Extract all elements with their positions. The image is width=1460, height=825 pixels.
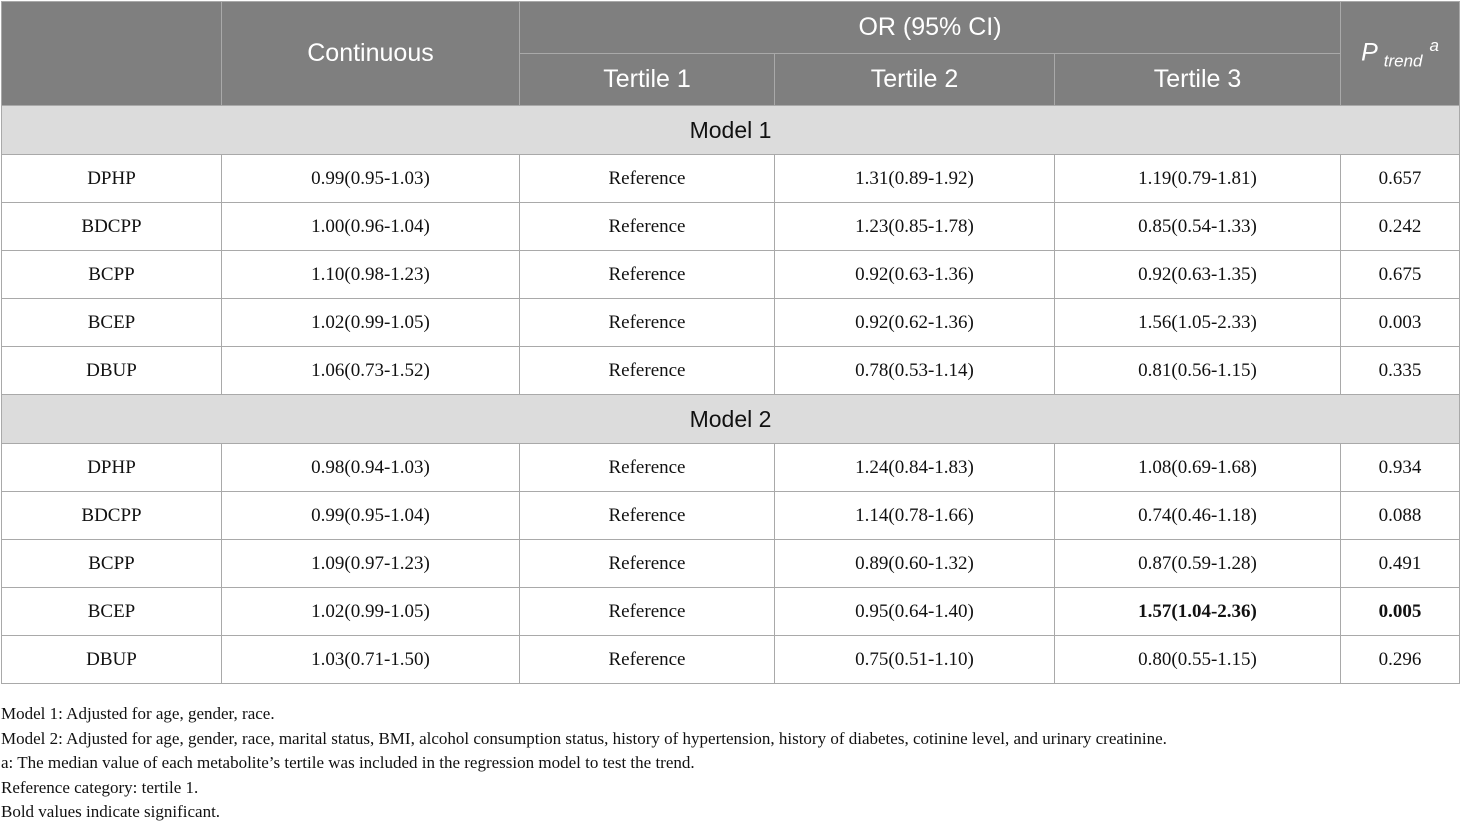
cell-p-trend: 0.242: [1341, 203, 1460, 251]
table-row: [2, 299, 1460, 347]
table-header: [2, 2, 1460, 106]
cell-tertile-1: Reference: [520, 347, 775, 395]
cell-continuous: 1.10(0.98-1.23): [222, 251, 520, 299]
results-table: [1, 1, 1460, 684]
cell-tertile-2: 0.92(0.63-1.36): [775, 251, 1055, 299]
cell-tertile-1: Reference: [520, 492, 775, 540]
table-row: [2, 492, 1460, 540]
cell-tertile-1: Reference: [520, 155, 775, 203]
table-footnotes: [1, 702, 1459, 825]
cell-tertile-2: 0.92(0.62-1.36): [775, 299, 1055, 347]
p-trend-sup: a: [1429, 35, 1439, 55]
cell-tertile-3: 1.19(0.79-1.81): [1055, 155, 1341, 203]
footnote-model-2: Model 2: Adjusted for age, gender, race, marital status, BMI, alcohol consumption status, history of hypertension, history of diabetes, cotinine level, and urinary creatinine.: [1, 728, 1167, 748]
cell-metabolite: BCPP: [2, 540, 222, 588]
section-row-model-2: [2, 395, 1460, 444]
cell-continuous: 1.03(0.71-1.50): [222, 636, 520, 684]
cell-continuous: 1.06(0.73-1.52): [222, 347, 520, 395]
cell-tertile-1: Reference: [520, 636, 775, 684]
cell-p-trend: 0.335: [1341, 347, 1460, 395]
header-tertile-2: Tertile 2: [775, 54, 1055, 106]
cell-continuous: 0.99(0.95-1.03): [222, 155, 520, 203]
cell-tertile-2: 0.89(0.60-1.32): [775, 540, 1055, 588]
footnote-trend: a: The median value of each metabolite’s tertile was included in the regression model to test the trend.: [1, 753, 695, 772]
cell-metabolite: BDCPP: [2, 492, 222, 540]
header-row-1: [2, 2, 1460, 54]
cell-p-trend: 0.296: [1341, 636, 1460, 684]
cell-tertile-3: 1.08(0.69-1.68): [1055, 444, 1341, 492]
cell-tertile-1: Reference: [520, 251, 775, 299]
cell-tertile-2: 1.23(0.85-1.78): [775, 203, 1055, 251]
table-row: [2, 588, 1460, 636]
cell-tertile-2: 0.78(0.53-1.14): [775, 347, 1055, 395]
cell-metabolite: DBUP: [2, 347, 222, 395]
cell-p-trend: 0.657: [1341, 155, 1460, 203]
table-row: [2, 251, 1460, 299]
cell-p-trend: 0.491: [1341, 540, 1460, 588]
header-p-trend: [1341, 2, 1460, 106]
table-row: [2, 347, 1460, 395]
p-trend-sub: trend: [1383, 51, 1423, 71]
table-row: [2, 540, 1460, 588]
cell-continuous: 0.99(0.95-1.04): [222, 492, 520, 540]
header-tertile-3: Tertile 3: [1055, 54, 1341, 106]
cell-tertile-1: Reference: [520, 299, 775, 347]
cell-tertile-1: Reference: [520, 444, 775, 492]
cell-tertile-2: 1.14(0.78-1.66): [775, 492, 1055, 540]
cell-tertile-2: 0.95(0.64-1.40): [775, 588, 1055, 636]
cell-metabolite: DPHP: [2, 444, 222, 492]
cell-tertile-3: 0.92(0.63-1.35): [1055, 251, 1341, 299]
cell-p-trend: 0.934: [1341, 444, 1460, 492]
cell-tertile-3: 0.85(0.54-1.33): [1055, 203, 1341, 251]
header-blank-cell: [2, 2, 222, 106]
cell-metabolite: DBUP: [2, 636, 222, 684]
cell-metabolite: BDCPP: [2, 203, 222, 251]
cell-tertile-3: 1.56(1.05-2.33): [1055, 299, 1341, 347]
cell-p-trend: 0.003: [1341, 299, 1460, 347]
cell-metabolite: BCEP: [2, 588, 222, 636]
cell-continuous: 1.02(0.99-1.05): [222, 588, 520, 636]
cell-continuous: 1.09(0.97-1.23): [222, 540, 520, 588]
table-row: [2, 636, 1460, 684]
cell-p-trend: 0.088: [1341, 492, 1460, 540]
section-title: Model 1: [2, 106, 1460, 155]
footnote-reference: Reference category: tertile 1.: [1, 777, 199, 797]
cell-tertile-1: Reference: [520, 203, 775, 251]
cell-continuous: 1.00(0.96-1.04): [222, 203, 520, 251]
cell-tertile-3: 0.74(0.46-1.18): [1055, 492, 1341, 540]
header-continuous: Continuous: [222, 2, 520, 106]
header-tertile-1: Tertile 1: [520, 54, 775, 106]
cell-tertile-3: 0.80(0.55-1.15): [1055, 636, 1341, 684]
table-row: [2, 444, 1460, 492]
cell-tertile-2: 0.75(0.51-1.10): [775, 636, 1055, 684]
table-body: [2, 106, 1460, 684]
cell-metabolite: DPHP: [2, 155, 222, 203]
footnote-model-1: Model 1: Adjusted for age, gender, race.: [1, 704, 275, 723]
cell-metabolite: BCPP: [2, 251, 222, 299]
cell-tertile-2: 1.31(0.89-1.92): [775, 155, 1055, 203]
cell-continuous: 0.98(0.94-1.03): [222, 444, 520, 492]
cell-tertile-3: 1.57(1.04-2.36): [1055, 588, 1341, 636]
cell-p-trend: 0.005: [1341, 588, 1460, 636]
footnote-bold: Bold values indicate significant.: [1, 802, 221, 821]
table-row: [2, 155, 1460, 203]
header-or-group: OR (95% CI): [520, 2, 1341, 54]
section-row-model-1: [2, 106, 1460, 155]
cell-tertile-3: 0.81(0.56-1.15): [1055, 347, 1341, 395]
cell-continuous: 1.02(0.99-1.05): [222, 299, 520, 347]
table-row: [2, 203, 1460, 251]
cell-tertile-1: Reference: [520, 588, 775, 636]
cell-metabolite: BCEP: [2, 299, 222, 347]
section-title: Model 2: [2, 395, 1460, 444]
p-trend-main: P: [1361, 38, 1377, 67]
cell-tertile-2: 1.24(0.84-1.83): [775, 444, 1055, 492]
cell-tertile-3: 0.87(0.59-1.28): [1055, 540, 1341, 588]
cell-p-trend: 0.675: [1341, 251, 1460, 299]
cell-tertile-1: Reference: [520, 540, 775, 588]
